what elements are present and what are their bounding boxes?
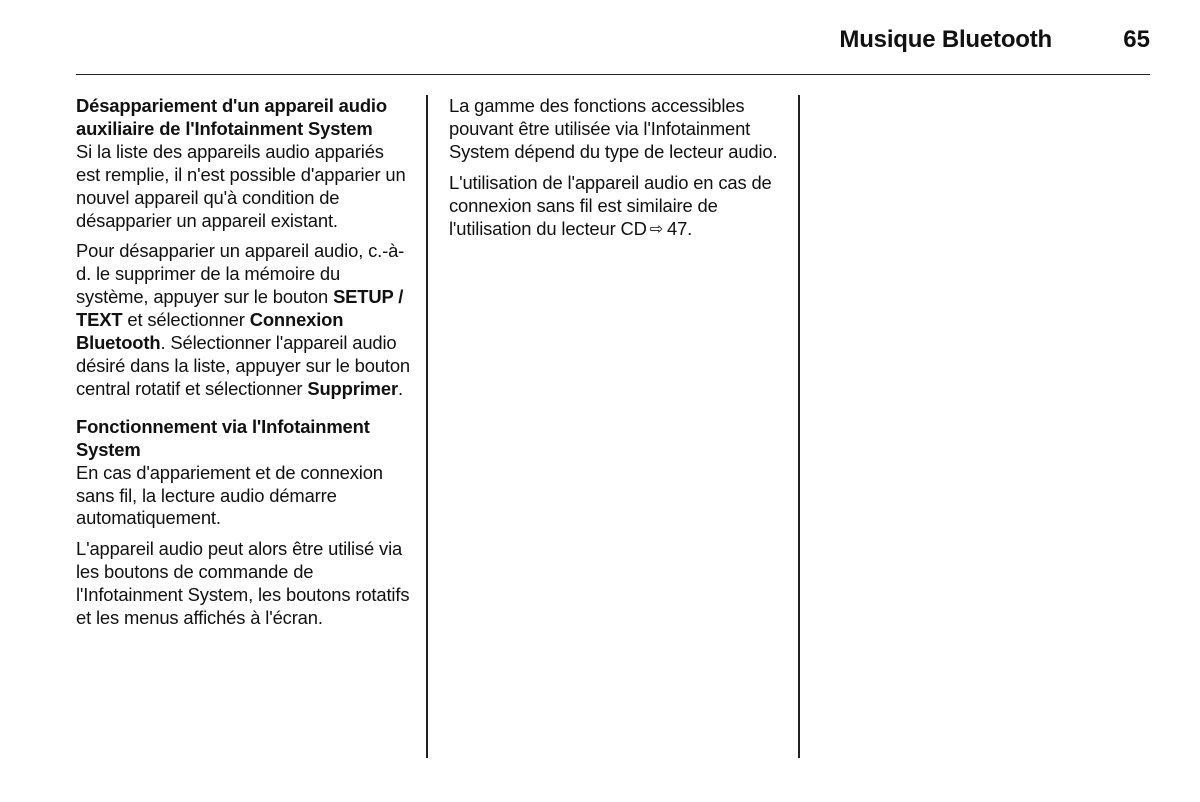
column-divider: [426, 95, 428, 758]
paragraph-operation-controls: L'appareil audio peut alors être utilisé via les boutons de commande de l'Infotainment System, les boutons rotatifs et les menus affichés à l'écran.: [76, 538, 410, 629]
section-heading-operation: Fonctionnement via l'Infotainment System: [76, 415, 370, 460]
text-span: .: [397, 377, 403, 399]
page-number: 65: [1123, 26, 1150, 53]
setup-text-button-label: SETUP / TEXT: [76, 286, 404, 331]
paragraph-functions-range: La gamme des fonctions accessibles pouvant être utilisée via l'Infotainment System dépend du type de lecteur audio.: [449, 95, 778, 162]
page-title: Musique Bluetooth: [839, 26, 1052, 53]
delete-menu-label: Supprimer: [307, 377, 398, 399]
bluetooth-connection-menu-label: Connexion Bluetooth: [76, 309, 344, 354]
text-span: L'utilisation de l'appareil audio en cas de connexion sans fil est similaire de l'utilisation du lecteur CD: [449, 171, 772, 239]
column-middle: [449, 95, 784, 241]
paragraph-unpair-steps: [76, 240, 411, 400]
cross-reference-page[interactable]: 47.: [667, 217, 693, 239]
column-divider: [798, 95, 800, 758]
cross-reference-arrow-icon: ⇨: [649, 220, 664, 238]
section-heading-unpairing: Désappariement d'un appareil audio auxiliaire de l'Infotainment System: [76, 95, 387, 139]
text-span: . Sélectionner l'appareil audio désiré dans la liste, appuyer sur le bouton central rotatif et sélectionner: [76, 332, 410, 399]
text-span: Pour désapparier un appareil audio, c.-à-d. le supprimer de la mémoire du système, appuyer sur le bouton: [76, 240, 405, 308]
paragraph-operation-autoplay: En cas d'appariement et de connexion sans fil, la lecture audio démarre automatiquement.: [76, 461, 383, 529]
column-left: [76, 95, 411, 630]
paragraph-wireless-usage: [449, 172, 784, 242]
text-span: et sélectionner: [122, 309, 250, 331]
page-header: [76, 22, 1150, 75]
paragraph-unpair-intro: Si la liste des appareils audio appariés est remplie, il n'est possible d'apparier un nouvel appareil qu'à condition de désapparier un appareil existant.: [76, 140, 406, 231]
